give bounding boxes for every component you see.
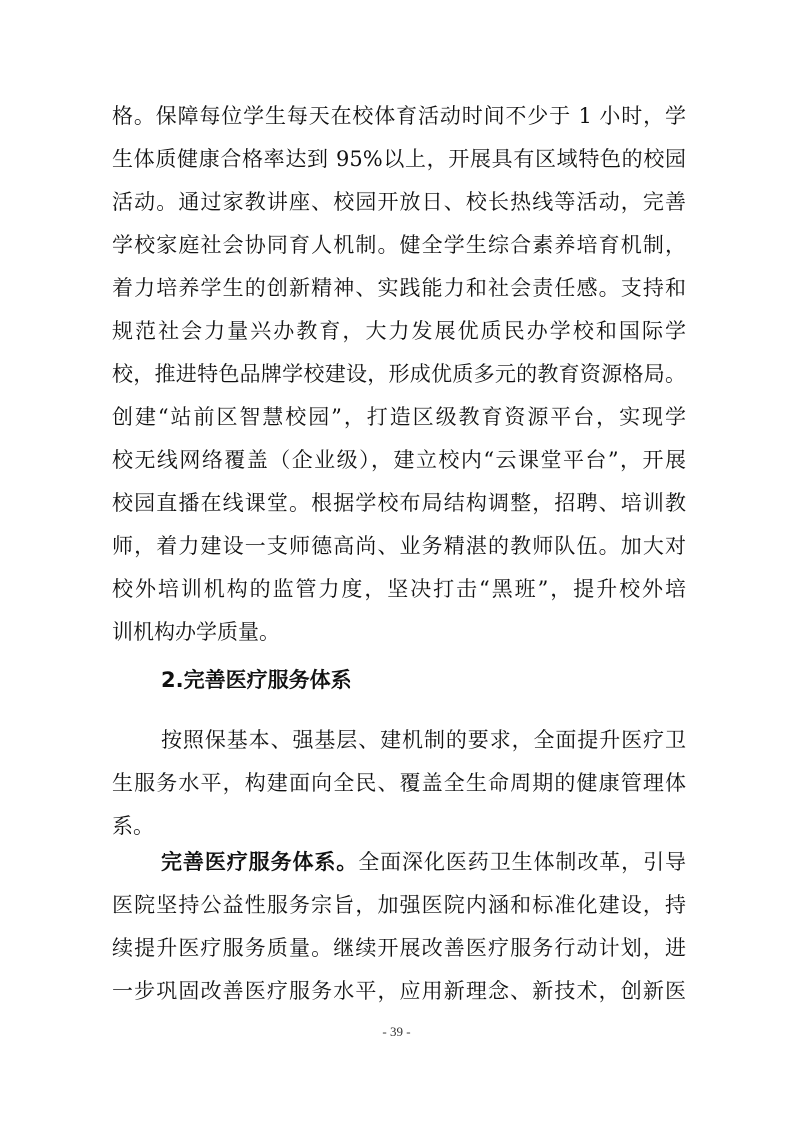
- text-line: 按照保基本、强基层、建机制的要求，全面提升医疗卫: [161, 728, 686, 752]
- page-number: - 39 -: [382, 1024, 411, 1039]
- text-line-rest: 全面深化医药卫生体制改革，引导: [358, 850, 686, 874]
- text-line: 医院坚持公益性服务宗旨，加强医院内涵和标准化建设，持: [112, 893, 686, 917]
- section-heading: 2.完善医疗服务体系: [161, 668, 352, 692]
- text-line: 着力培养学生的创新精神、实践能力和社会责任感。支持和: [112, 276, 686, 300]
- text-line: 训机构办学质量。: [112, 620, 280, 644]
- text-line: 学校家庭社会协同育人机制。健全学生综合素养培育机制，: [112, 233, 686, 257]
- text-line: 规范社会力量兴办教育，大力发展优质民办学校和国际学: [112, 319, 686, 343]
- text-line: 校无线网络覆盖（企业级），建立校内“云课堂平台”，开展: [112, 448, 686, 472]
- text-line: 校园直播在线课堂。根据学校布局结构调整，招聘、培训教: [112, 491, 686, 515]
- text-line: 校，推进特色品牌学校建设，形成优质多元的教育资源格局。: [112, 362, 686, 386]
- text-line: 师，着力建设一支师德高尚、业务精湛的教师队伍。加大对: [112, 534, 686, 558]
- text-line: 续提升医疗服务质量。继续开展改善医疗服务行动计划，进: [112, 936, 686, 960]
- text-line: 活动。通过家教讲座、校园开放日、校长热线等活动，完善: [112, 190, 686, 214]
- text-line: 一步巩固改善医疗服务水平，应用新理念、新技术，创新医: [112, 979, 686, 1003]
- paragraph-lead: 完善医疗服务体系。: [161, 850, 359, 874]
- text-line: 生服务水平，构建面向全民、覆盖全生命周期的健康管理体: [112, 771, 686, 795]
- text-line: 生体质健康合格率达到 95%以上，开展具有区域特色的校园: [112, 147, 686, 171]
- text-line: [161, 847, 686, 877]
- text-line: 创建“站前区智慧校园”，打造区级教育资源平台，实现学: [112, 405, 686, 429]
- text-line: 格。保障每位学生每天在校体育活动时间不少于 1 小时，学: [112, 104, 686, 128]
- text-line: 校外培训机构的监管力度，坚决打击“黑班”，提升校外培: [112, 577, 686, 601]
- text-line: 系。: [112, 814, 154, 838]
